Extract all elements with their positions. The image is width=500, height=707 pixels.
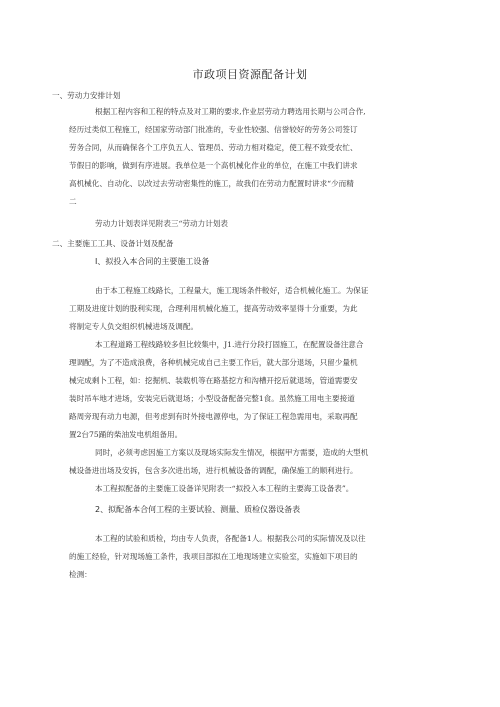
paragraph-line: 置2台75踊的柴油发电机组备用。 <box>69 430 183 439</box>
paragraph-line: 本工程的试验和质检，均由专人负责，各配备1人。根据我公司的实际情况及以往 <box>95 534 366 543</box>
section-1-heading: 一、劳动力安排计划 <box>52 91 121 100</box>
section-1-line: 二 <box>69 197 77 206</box>
paragraph-line: 路周旁现有动力电源，但考虑到有时外接电源停电，为了保证工程急需用电，采取再配 <box>69 412 358 421</box>
section-1-line: 劳务合同，从而确保各个工序负五人、管理员、劳动力相对稳定，使工程不致受农忙、 <box>69 143 358 152</box>
section-1-line: 经历过类似工程施工，经国家劳动部门批准的，专业性较强、信誉较好的劳务公司签订 <box>69 125 358 134</box>
paragraph-line: 理调配，为了不造成浪费，各种机械完成自己主要工作后，就大部分退场，只留少量机 <box>69 358 358 367</box>
paragraph-line: 本工程拟配备的主要施工设备详见附表一“拟投入本工程的主要海工设备表”。 <box>95 484 354 493</box>
paragraph-line: 装时吊车地才进场，安装完后就退场；小型设备配备完整1食。虽然施工用电主要接道 <box>69 394 355 403</box>
paragraph-line: 本工程道路工程线路较多但比较集中，J1.进行分段打固施工，在配置设备注意合 <box>95 340 364 349</box>
document-title: 市政项目资源配备计划 <box>192 68 308 81</box>
paragraph-line: 械设备进出场及安拆，包含多次进出场，进行机械设备的调配，确保施工的顺利进行。 <box>69 466 358 475</box>
paragraph-line: 的施工经验，针对现场施工条件，我项目部拟在工地现场建立实验室，实施如下项目的 <box>69 552 358 561</box>
subsection-1-heading: I、拟投入本合同的主要施工设备 <box>95 257 210 266</box>
section-1-line: 高机械化、自动化、以改过去劳动密集性的施工，故我们在劳动力配置时讲求“少而精 <box>69 179 354 188</box>
paragraph-line: 将制定专人负交组织机械进场及调配。 <box>69 322 199 331</box>
paragraph-line: 检测： <box>69 570 92 579</box>
subsection-2-heading: 2、拟配备本合何工程的主要试验、测量、质检仪器设备表 <box>95 505 301 514</box>
paragraph-line: 械完成剩卜工程，如：挖掘机、装载机等在路基挖方和沟槽开挖后就退场，管道需要安 <box>69 376 358 385</box>
section-1-line: 节假日的影响，做到有序进展。我单位是一个高机械化作业的单位，在施工中我们讲求 <box>69 161 358 170</box>
section-2-heading: 二、主要施工工具、设备计划及配备 <box>52 239 174 248</box>
paragraph-line: 工期及进度计划的股利实现，合理利用机械化施工，提高劳动效率显得十分重要，为此 <box>69 304 358 313</box>
section-1-line: 根据工程内容和工程的特点及对工期的要求,作业层劳动力聘选用长期与公司合作, <box>95 107 366 116</box>
section-1-note: 劳动力计划表详见附表三“劳动力计划表 <box>95 219 228 228</box>
paragraph-line: 同时，必须考虑因施工方案以及现场实际发生情况，根据甲方需要，造成的大型机 <box>95 448 369 457</box>
paragraph-line: 由于本工程施工线路长，工程量大，施工现场条件較好，适合机械化施工。为保证 <box>95 286 369 295</box>
